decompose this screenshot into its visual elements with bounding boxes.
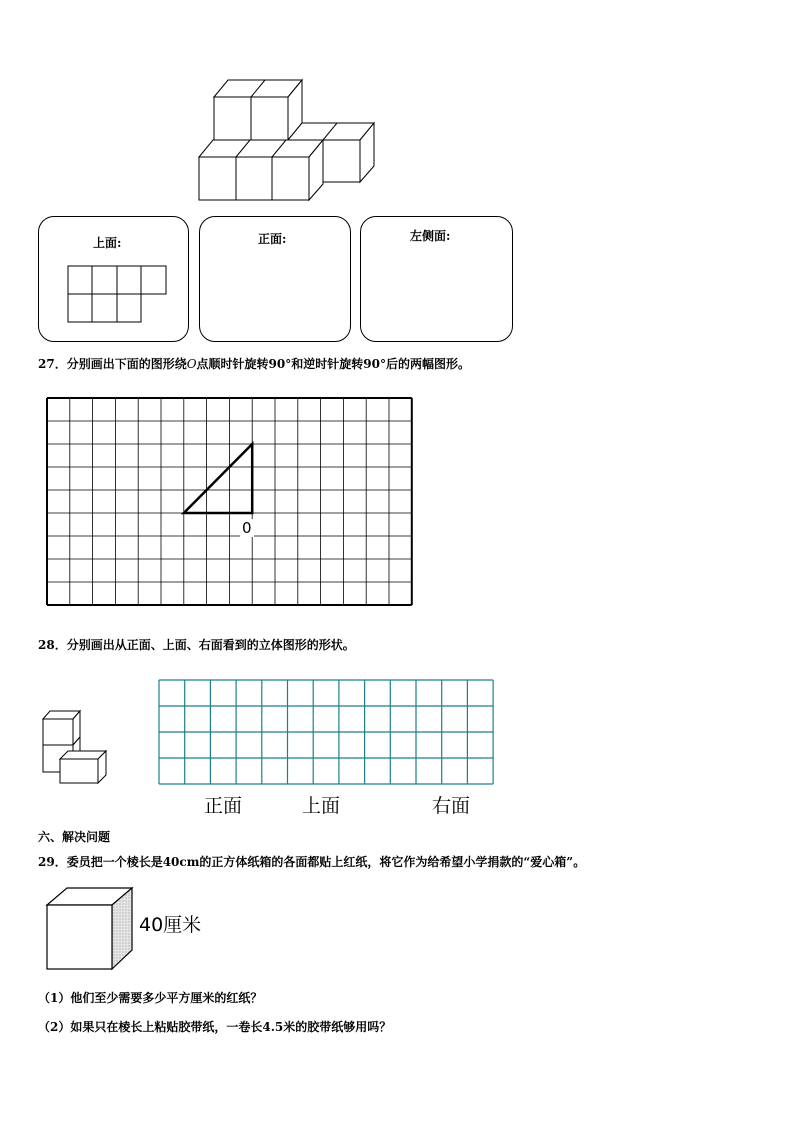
front-view-label: 正面: — [258, 232, 287, 246]
q29-sub2: （2）如果只在棱长上粘贴胶带纸，一卷长4.5米的胶带纸够用吗？ — [38, 1020, 392, 1034]
q29-text: 29．委员把一个棱长是40cm的正方体纸箱的各面都贴上红纸，将它作为给希望小学捐款的“爱心箱”。 — [38, 855, 586, 869]
label-top: 上面 — [302, 795, 341, 817]
triangle-shape — [184, 444, 252, 513]
q27-grid — [46, 397, 416, 607]
label-right: 右面 — [432, 795, 471, 817]
point-o-label: 0 — [242, 519, 252, 537]
cube-edge-label: 40厘米 — [139, 914, 202, 936]
top-view-label: 上面: — [93, 236, 122, 250]
q29-sub1: （1）他们至少需要多少平方厘米的红纸？ — [38, 991, 263, 1005]
q27-text: 27．分别画出下面的图形绕O点顺时针旋转90°和逆时针旋转90°后的两幅图形。 — [38, 357, 470, 371]
section6-title: 六、解决问题 — [38, 830, 111, 844]
small-cube-stack — [38, 705, 118, 785]
q27-rotation-grid — [0, 0, 380, 220]
q29-cube-drawing — [44, 885, 144, 975]
q28-teal-grid — [158, 679, 498, 787]
left-view-label: 左侧面: — [410, 229, 451, 243]
top-view-drawing — [68, 266, 188, 336]
q28-text: 28．分别画出从正面、上面、右面看到的立体图形的形状。 — [38, 638, 355, 652]
label-front: 正面 — [204, 795, 243, 817]
